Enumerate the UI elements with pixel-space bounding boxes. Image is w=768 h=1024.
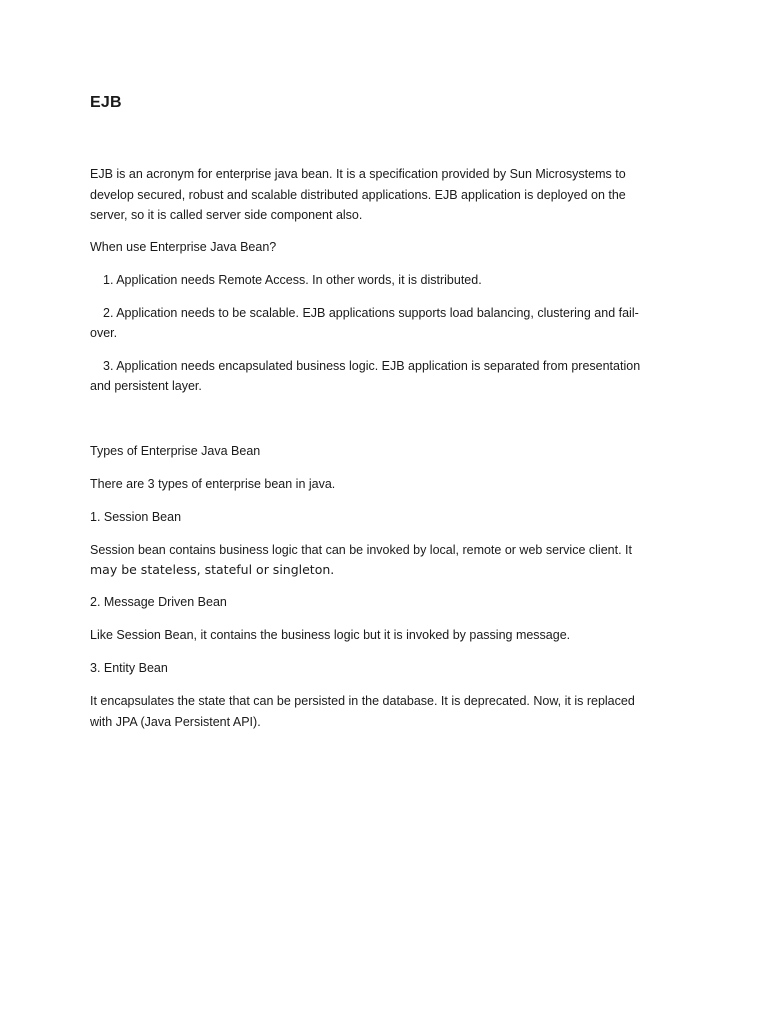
entity-text: It encapsulates the state that can be persisted in the database. It is deprecated. Now, it is replaced with JPA (Java Persistent API). [90,694,635,729]
document-title: EJB [90,94,122,111]
when-heading: When use Enterprise Java Bean? [90,240,277,254]
mdb-heading: 2. Message Driven Bean [90,595,227,609]
entity-heading: 3. Entity Bean [90,661,168,675]
mdb-text: Like Session Bean, it contains the business logic but it is invoked by passing message. [90,628,571,642]
session-text-line2: may be stateless, stateful or singleton. [90,562,335,577]
intro-paragraph: EJB is an acronym for enterprise java bean. It is a specification provided by Sun Microsystems to develop secured, robust and scalable distributed applications. EJB application is deployed on the server, so it is called server side component also. [90,167,626,222]
when-item-3: 3. Application needs encapsulated business logic. EJB application is separated from presentation [103,359,641,373]
types-intro: There are 3 types of enterprise bean in java. [90,477,336,491]
when-item-2: 2. Application needs to be scalable. EJB applications supports load balancing, clustering and fail- [103,306,639,320]
when-item-3-cont: and persistent layer. [90,379,202,393]
session-text-line1: Session bean contains business logic that can be invoked by local, remote or web service client. It [90,543,632,557]
when-item-1: 1. Application needs Remote Access. In other words, it is distributed. [103,273,482,287]
types-heading: Types of Enterprise Java Bean [90,444,261,458]
when-item-2-cont: over. [90,326,118,340]
session-heading: 1. Session Bean [90,510,182,524]
